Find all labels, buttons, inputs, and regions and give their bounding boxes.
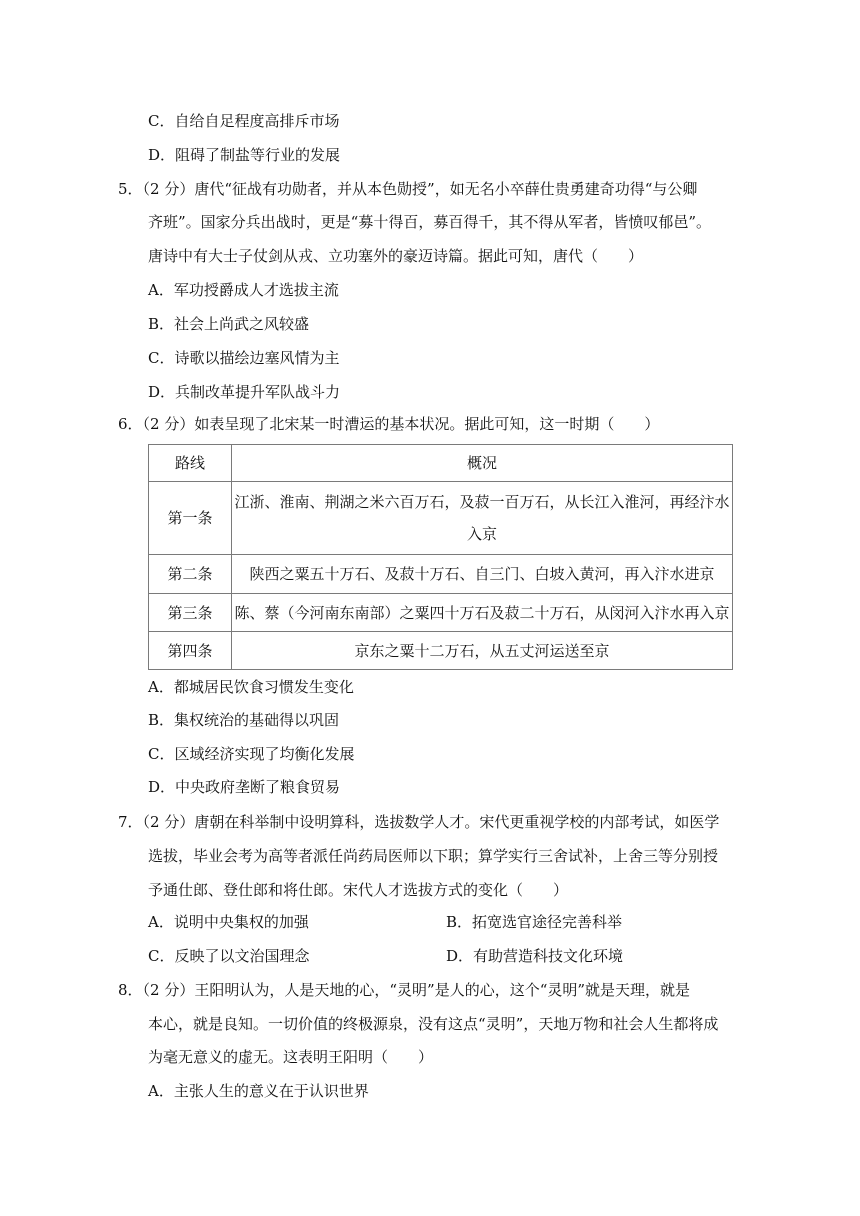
q7-stem-line1: 7．（2 分）唐朝在科举制中设明算科，选拔数学人才。宋代更重视学校的内部考试，如医学 — [118, 813, 720, 831]
table-cell-route: 第一条 — [149, 482, 232, 555]
q6-option-d: D．中央政府垄断了粮食贸易 — [148, 778, 341, 796]
table-row — [149, 632, 733, 670]
table-row — [149, 555, 733, 594]
table-row — [149, 482, 733, 555]
q5-option-b: B．社会上尚武之风较盛 — [148, 315, 310, 333]
q8-stem-line2: 本心，就是良知。一切价值的终极源泉，没有这点“灵明”，天地万物和社会人生都将成 — [148, 1015, 719, 1033]
table-cell-desc: 京东之粟十二万石，从五丈河运送至京 — [232, 632, 733, 670]
table-cell-desc-line1: 江浙、淮南、荆湖之米六百万石，及菽一百万石，从长江入淮河，再经汴水 — [234, 493, 730, 511]
table-header-overview: 概况 — [232, 445, 733, 482]
q5-option-c: C．诗歌以描绘边塞风情为主 — [148, 349, 340, 367]
table-header-row — [149, 445, 733, 482]
q7-stem-line2: 选拔，毕业会考为高等者派任尚药局医师以下职；算学实行三舍试补，上舍三等分别授 — [148, 847, 719, 865]
table-header-route: 路线 — [149, 445, 232, 482]
q7-option-c: C．反映了以文治国理念 — [148, 947, 310, 965]
q8-stem-line1: 8．（2 分）王阳明认为，人是天地的心，“灵明”是人的心，这个“灵明”就是天理，就是 — [118, 981, 691, 999]
table-cell-route: 第四条 — [149, 632, 232, 670]
q8-stem-line3: 为毫无意义的虚无。这表明王阳明（ ） — [148, 1048, 434, 1066]
table-row — [149, 594, 733, 632]
table-cell-desc — [232, 482, 733, 555]
q4-option-c: C．自给自足程度高排斥市场 — [148, 112, 340, 130]
q6-stem-line1: 6．（2 分）如表呈现了北宋某一时漕运的基本状况。据此可知，这一时期（ ） — [118, 415, 660, 433]
q7-option-a: A．说明中央集权的加强 — [148, 913, 309, 931]
q6-option-b: B．集权统治的基础得以巩固 — [148, 711, 340, 729]
table-cell-route: 第二条 — [149, 555, 232, 594]
q5-stem-line3: 唐诗中有大士子仗剑从戎、立功塞外的豪迈诗篇。据此可知，唐代（ ） — [148, 247, 644, 265]
q6-option-a: A．都城居民饮食习惯发生变化 — [148, 678, 354, 696]
q6-option-c: C．区域经济实现了均衡化发展 — [148, 745, 355, 763]
q7-stem-line3: 予通仕郎、登仕郎和将仕郎。宋代人才选拔方式的变化（ ） — [148, 881, 569, 899]
table-cell-route: 第三条 — [149, 594, 232, 632]
table-cell-desc-line2: 入京 — [466, 525, 497, 543]
q5-option-d: D．兵制改革提升军队战斗力 — [148, 383, 341, 401]
q5-stem-line1: 5．（2 分）唐代“征战有功勋者，并从本色勋授”，如无名小卒薛仕贵勇建奇功得“与公卿 — [118, 180, 698, 198]
table-cell-desc: 陕西之粟五十万石、及菽十万石、自三门、白坡入黄河，再入汴水进京 — [232, 555, 733, 594]
q7-option-b: B．拓宽选官途径完善科举 — [446, 913, 623, 931]
canal-transport-table — [148, 444, 733, 670]
q5-option-a: A．军功授爵成人才选拔主流 — [148, 281, 339, 299]
q5-stem-line2: 齐班”。国家分兵出战时，更是“募十得百，募百得千，其不得从军者，皆愤叹郁邑”。 — [148, 213, 712, 231]
q4-option-d: D．阻碍了制盐等行业的发展 — [148, 146, 341, 164]
q7-option-d: D．有助营造科技文化环境 — [446, 947, 624, 965]
table-cell-desc: 陈、蔡（今河南东南部）之粟四十万石及菽二十万石，从闵河入汴水再入京 — [232, 594, 733, 632]
q8-option-a: A．主张人生的意义在于认识世界 — [148, 1082, 369, 1100]
